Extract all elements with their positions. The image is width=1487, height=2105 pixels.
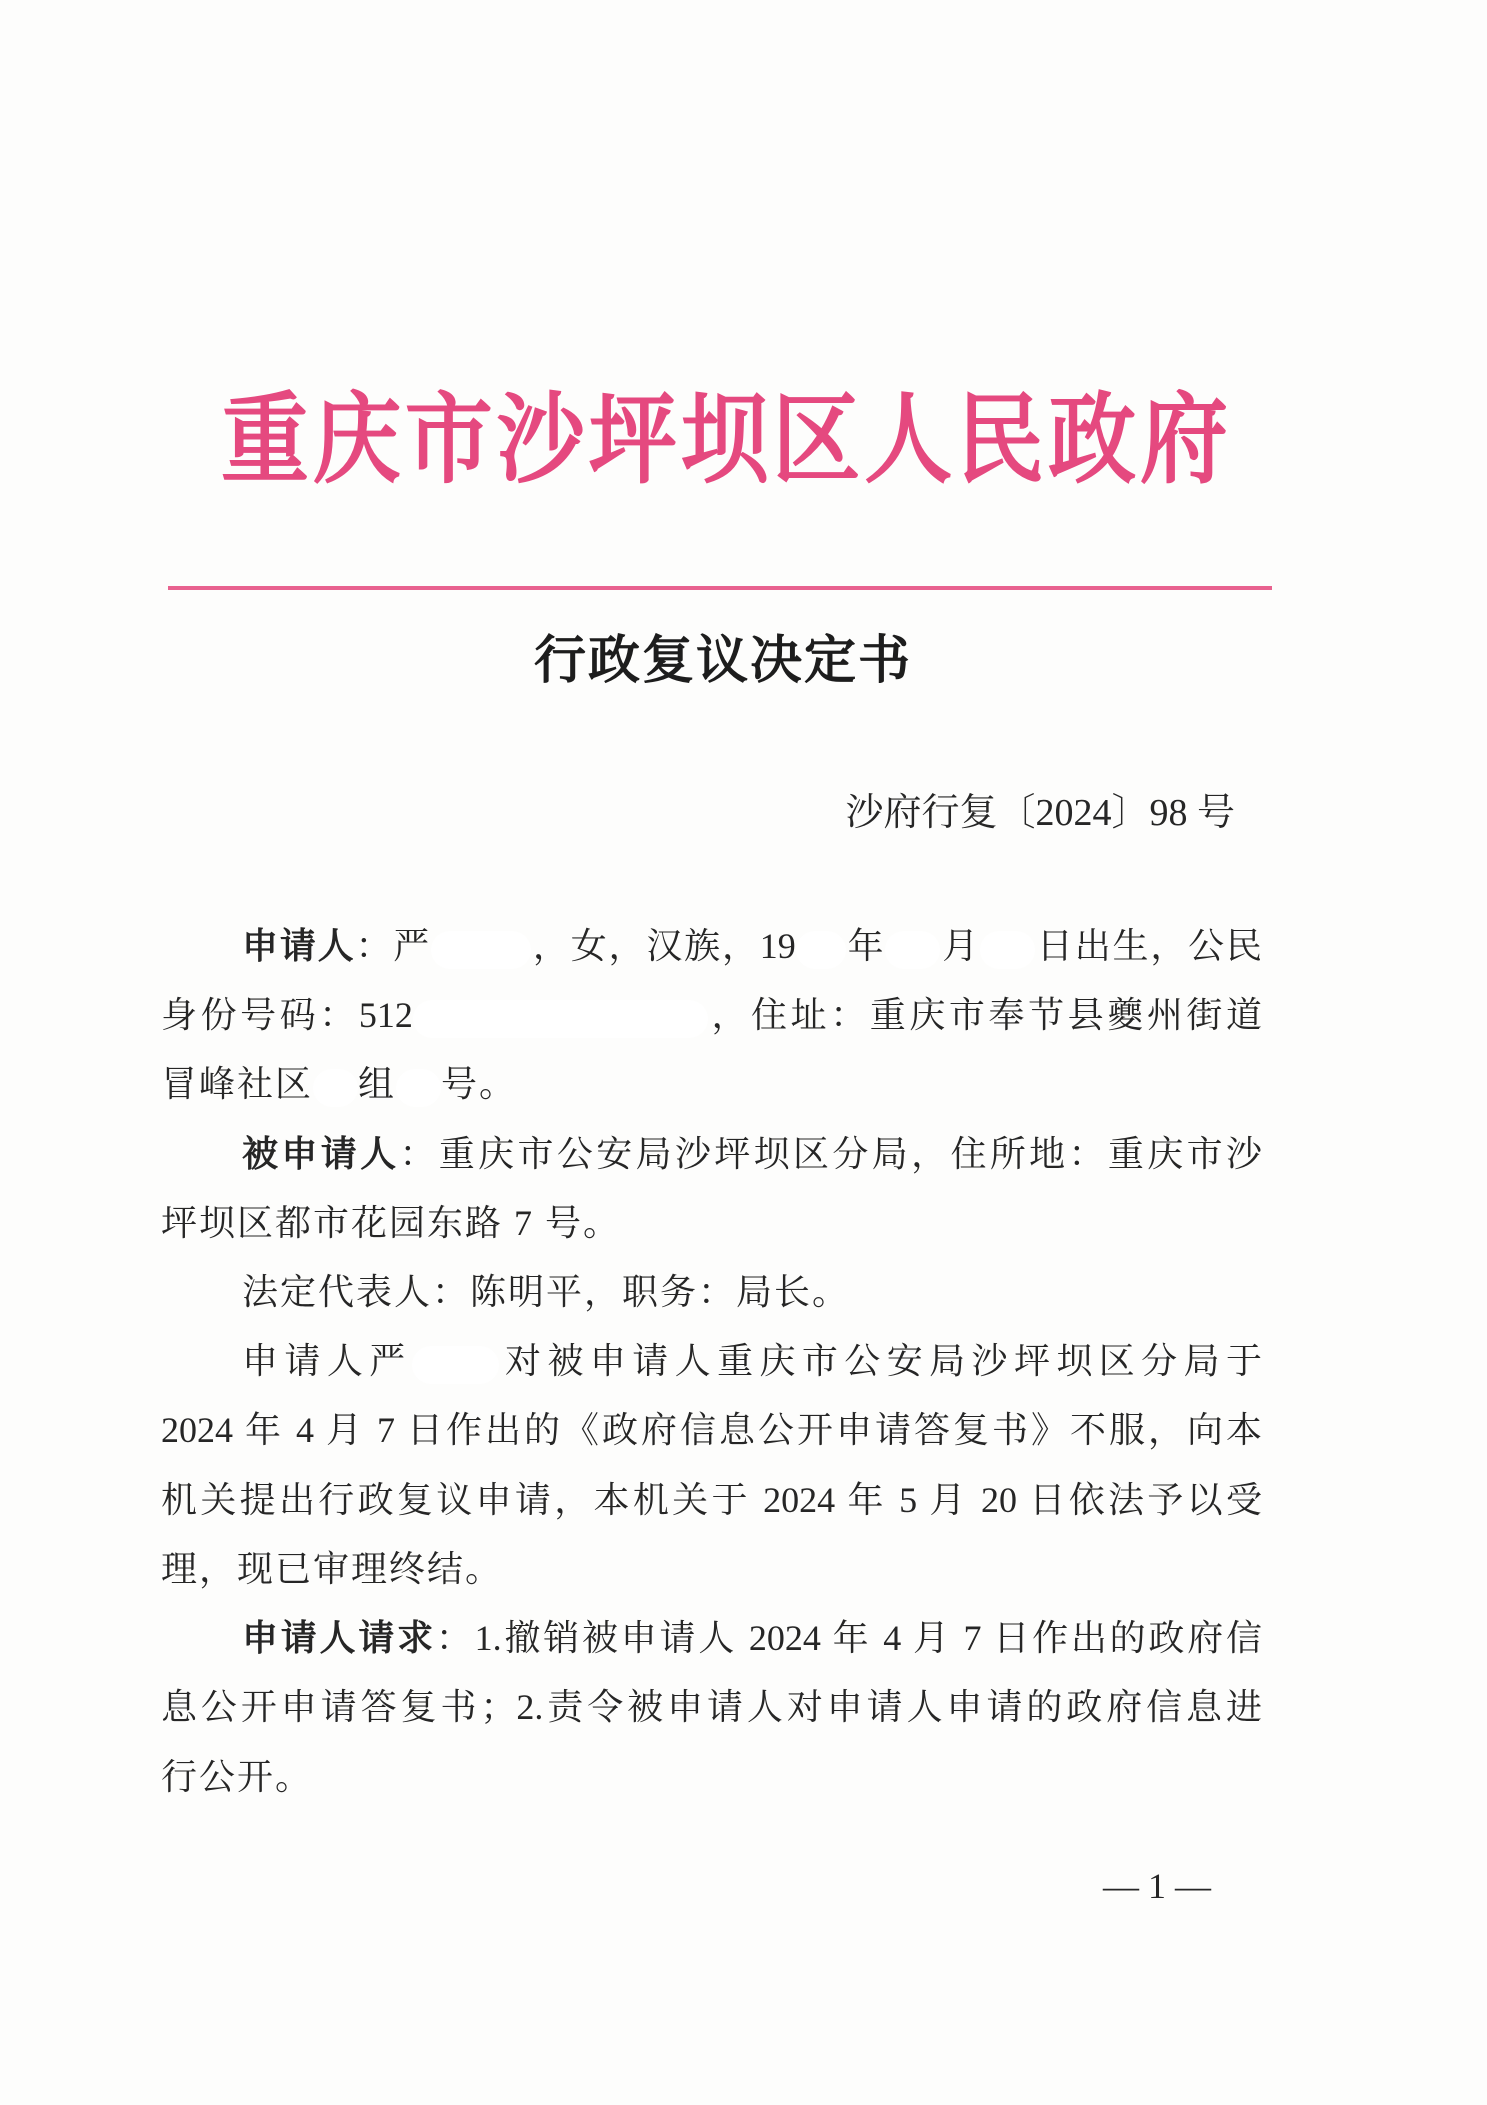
applicant-text: ：严 [355, 926, 432, 966]
requests-label: 申请人请求 [242, 1618, 436, 1658]
respondent-text: ：重庆市公安局沙坪坝区分局，住所地：重庆市沙 [399, 1134, 1262, 1174]
redaction-mark [431, 931, 531, 969]
requests-text: ：1.撤销被申请人 2024 年 4 月 7 日作出的政府信 [435, 1618, 1262, 1658]
applicant-line-3 [161, 1059, 1262, 1109]
redaction-mark [796, 931, 846, 969]
procedure-line-4: 理，现已审理终结。 [161, 1549, 504, 1589]
applicant-text: 组 [358, 1064, 397, 1104]
issuing-authority-header: 重庆市沙坪坝区人民政府 [221, 387, 1228, 496]
document-title: 行政复议决定书 [534, 633, 910, 690]
applicant-text: 年 [845, 926, 886, 966]
applicant-label: 申请人 [242, 926, 356, 966]
procedure-text: 对被申请人重庆市公安局沙坪坝区分局于 [498, 1341, 1262, 1381]
applicant-text: 身份号码：512 [161, 995, 413, 1035]
redaction-mark [396, 1069, 441, 1107]
document-number: 沙府行复〔2024〕98 号 [845, 792, 1235, 834]
applicant-text: 冒峰社区 [161, 1064, 314, 1104]
applicant-text: 号。 [441, 1064, 518, 1104]
respondent-line-2: 坪坝区都市花园东路 7 号。 [161, 1203, 622, 1243]
requests-line-2: 息公开申请答复书；2.责令被申请人对申请人申请的政府信息进 [161, 1687, 1262, 1727]
procedure-line-1 [242, 1336, 1262, 1386]
respondent-line-1 [242, 1129, 1262, 1179]
applicant-line-2 [161, 990, 1262, 1040]
redaction-mark [413, 1000, 708, 1038]
applicant-text: 月 [940, 926, 981, 966]
procedure-line-3: 机关提出行政复议申请，本机关于 2024 年 5 月 20 日依法予以受 [161, 1480, 1262, 1520]
legal-representative: 法定代表人：陈明平，职务：局长。 [242, 1272, 851, 1312]
red-separator-rule [168, 586, 1272, 590]
redaction-mark [412, 1346, 499, 1384]
page-number: — 1 — [1103, 1866, 1211, 1906]
applicant-text: 日出生，公民 [1035, 926, 1262, 966]
procedure-line-2: 2024 年 4 月 7 日作出的《政府信息公开申请答复书》不服，向本 [161, 1410, 1262, 1450]
requests-line-1 [242, 1613, 1262, 1663]
applicant-line-1 [242, 921, 1262, 971]
applicant-text: ，住址：重庆市奉节县夔州街道 [707, 995, 1262, 1035]
requests-line-3: 行公开。 [161, 1757, 314, 1797]
procedure-text: 申请人严 [242, 1341, 412, 1381]
applicant-text: ，女，汉族，19 [531, 926, 796, 966]
redaction-mark [313, 1069, 358, 1107]
respondent-label: 被申请人 [242, 1134, 400, 1174]
redaction-mark [885, 931, 940, 969]
redaction-mark [980, 931, 1035, 969]
